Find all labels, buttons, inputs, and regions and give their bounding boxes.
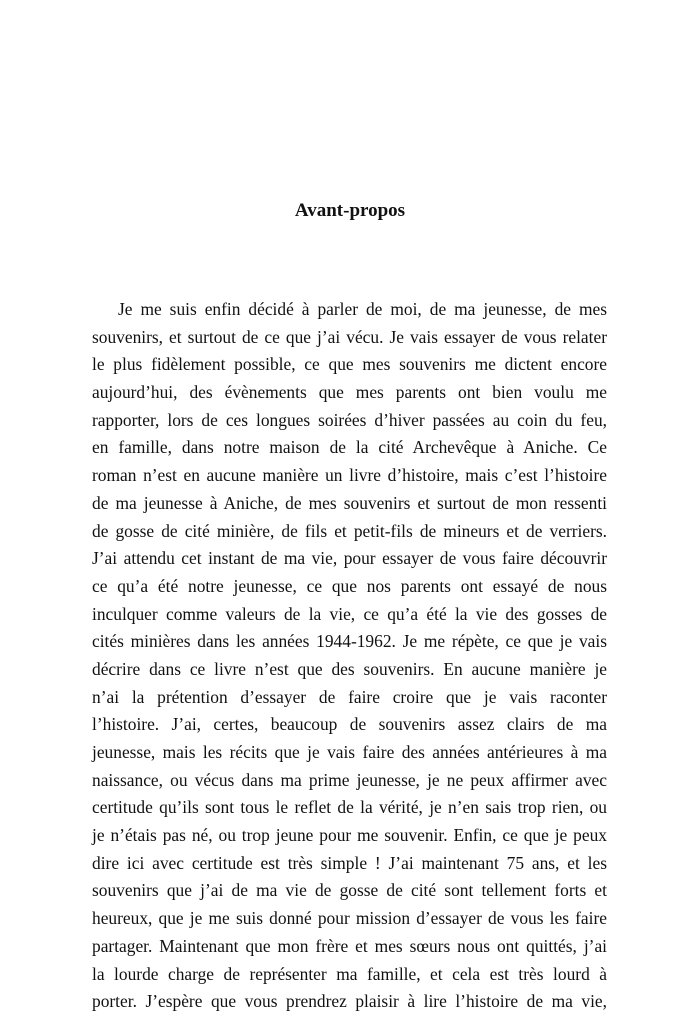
paragraph-line: de gosse de cité minière, de fils et petit-fils de mineurs et de verriers. — [92, 520, 607, 541]
paragraph-line: souvenirs que j’ai de ma vie de gosse de cité sont tellement forts et — [92, 880, 607, 901]
paragraph-line: partager. Maintenant que mon frère et mes sœurs nous ont quittés, j’ai — [92, 935, 607, 956]
paragraph-line: inculquer comme valeurs de la vie, ce qu’a été la vie des gosses de — [92, 603, 607, 624]
paragraph-line: le plus fidèlement possible, ce que mes souvenirs me dictent encore — [92, 354, 607, 375]
paragraph-line: n’ai la prétention d’essayer de faire croire que je vais raconter — [92, 686, 607, 707]
paragraph-line: en famille, dans notre maison de la cité Archevêque à Aniche. Ce — [92, 437, 607, 458]
paragraph-line: la lourde charge de représenter ma famille, et cela est très lourd à — [92, 963, 607, 984]
paragraph-line: jeunesse, mais les récits que je vais faire des années antérieures à ma — [92, 742, 607, 762]
paragraph-line: naissance, ou vécus dans ma prime jeunesse, je ne peux affirmer avec — [92, 769, 607, 790]
paragraph-line: rapporter, lors de ces longues soirées d’hiver passées au coin du feu, — [92, 409, 607, 430]
paragraph-line: cités minières dans les années 1944-1962. Je me répète, ce que je vais — [92, 631, 607, 652]
paragraph-line: dire ici avec certitude est très simple ! J’ai maintenant 75 ans, et les — [92, 852, 607, 873]
paragraph-line: roman n’est en aucune manière un livre d’histoire, mais c’est l’histoire — [92, 465, 607, 486]
paragraph-line: heureux, que je me suis donné pour mission d’essayer de vous les faire — [92, 908, 607, 929]
paragraph-line: de ma jeunesse à Aniche, de mes souvenirs et surtout de mon ressenti — [92, 492, 607, 513]
paragraph-line: J’ai attendu cet instant de ma vie, pour essayer de vous faire découvrir — [92, 548, 607, 569]
paragraph-line: je n’étais pas né, ou trop jeune pour me souvenir. Enfin, ce que je peux — [92, 825, 607, 846]
paragraph-line: Je me suis enfin décidé à parler de moi, de ma jeunesse, de mes — [118, 299, 607, 319]
paragraph-line: décrire dans ce livre n’est que des souvenirs. En aucune manière je — [92, 658, 607, 679]
body-paragraph — [92, 296, 607, 1016]
paragraph-line: porter. J’espère que vous prendrez plaisir à lire l’histoire de ma vie, — [92, 991, 607, 1012]
paragraph-line: aujourd’hui, des évènements que mes parents ont bien voulu me — [92, 382, 607, 403]
paragraph-line: ce qu’a été notre jeunesse, ce que nos parents ont essayé de nous — [92, 575, 607, 596]
page-title: Avant-propos — [294, 200, 406, 221]
paragraph-line: certitude qu’ils sont tous le reflet de la vérité, je n’en sais trop rien, ou — [92, 797, 607, 818]
paragraph-line: souvenirs, et surtout de ce que j’ai vécu. Je vais essayer de vous relater — [92, 326, 607, 347]
paragraph-line: l’histoire. J’ai, certes, beaucoup de souvenirs assez clairs de ma — [92, 714, 607, 735]
